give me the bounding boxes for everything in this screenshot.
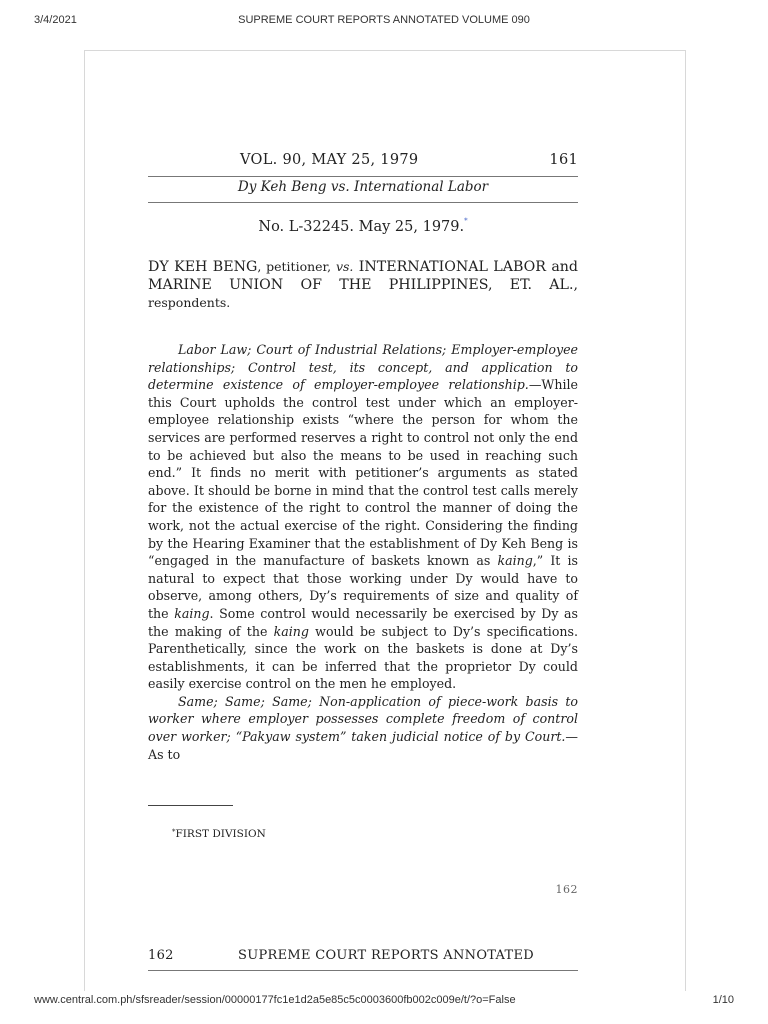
term-kaing: kaing xyxy=(174,605,210,621)
next-page-number: 162 xyxy=(148,948,174,963)
footnote-text: FIRST DIVISION xyxy=(175,828,266,840)
syllabus-text: —As to xyxy=(148,729,578,762)
versus: vs. xyxy=(335,259,354,274)
petitioner-name: DY KEH BENG xyxy=(148,259,258,275)
print-url: www.central.com.ph/sfsreader/session/00000177fc1e1d2a5e85c5c0003600fb002c009e/t/?o=False xyxy=(34,994,516,1006)
volume-date: VOL. 90, MAY 25, 1979 xyxy=(240,152,419,168)
respondent-names: INTERNATIONAL LABOR and MARINE UNION OF THE PHILIPPINES, ET. AL., xyxy=(148,259,578,293)
print-date: 3/4/2021 xyxy=(34,14,77,26)
syllabus-text: ,” It is natural to expect that those working under Dy would have to observe, among others, Dy’s requirements of size and quality of the xyxy=(148,553,578,621)
syllabus-paragraph-1 xyxy=(148,341,578,693)
syllabus-heading-1: Labor Law; Court of Industrial Relations; Employer-employee relationships; Control test, its concept, and application to determine existence of employer-employee relationship. xyxy=(148,342,578,393)
case-number-text: No. L-32245. May 25, 1979. xyxy=(258,219,465,235)
running-head-next xyxy=(148,948,578,968)
case-title: Dy Keh Beng vs. International Labor xyxy=(237,179,489,195)
parties xyxy=(148,258,578,312)
page-number: 161 xyxy=(549,152,578,168)
print-footer xyxy=(0,994,768,1010)
footnote-mark: * xyxy=(172,828,176,836)
title-rule xyxy=(148,202,578,203)
running-head xyxy=(148,152,578,174)
header-rule xyxy=(148,176,578,177)
next-page-marker: 162 xyxy=(555,883,578,896)
syllabus-heading-2: Same; Same; Same; Non-application of piece-work basis to worker where employer possesses complete freedom of control over worker; “Pakyaw system” taken judicial notice of by Court. xyxy=(148,693,578,745)
case-number xyxy=(148,219,578,235)
petitioner-role: , petitioner, xyxy=(257,259,336,274)
syllabus-paragraph-2 xyxy=(148,693,578,763)
footnote-link[interactable]: * xyxy=(464,217,468,225)
respondent-role: respondents. xyxy=(148,295,231,310)
print-header xyxy=(0,14,768,30)
print-page-count: 1/10 xyxy=(712,994,734,1006)
print-title: SUPREME COURT REPORTS ANNOTATED VOLUME 090 xyxy=(238,14,530,26)
footnote-rule xyxy=(148,805,233,806)
next-header-rule xyxy=(148,970,578,971)
syllabus xyxy=(148,341,578,763)
syllabus-text: —While this Court upholds the control test under which an employer-employee relationship exists “where the person for whom the services are performed reserves a right to control not only the end to be achieved but also the means to be used in reaching such end.” It finds no merit with petitioner’s arguments as stated above. It should be borne in mind that the control test calls merely for the existence of the right to control the manner of doing the work, not the actual exercise of the right. Considering the finding by the Hearing Examiner that the establishment of Dy Keh Beng is “engaged in the manufacture of baskets known as xyxy=(148,377,578,569)
term-kaing: kaing xyxy=(497,553,533,569)
syllabus-text: . Some control would necessarily be exercised by Dy as the making of the xyxy=(148,605,578,639)
syllabus-text: would be subject to Dy’s specifications. Parenthetically, since the work on the baskets is done at Dy’s establishments, it can be inferred that the proprietor Dy could easily exercise control on the men he employed. xyxy=(148,623,578,692)
footnote xyxy=(172,828,266,840)
term-kaing: kaing xyxy=(273,623,309,639)
reporter-title: SUPREME COURT REPORTS ANNOTATED xyxy=(238,948,535,963)
